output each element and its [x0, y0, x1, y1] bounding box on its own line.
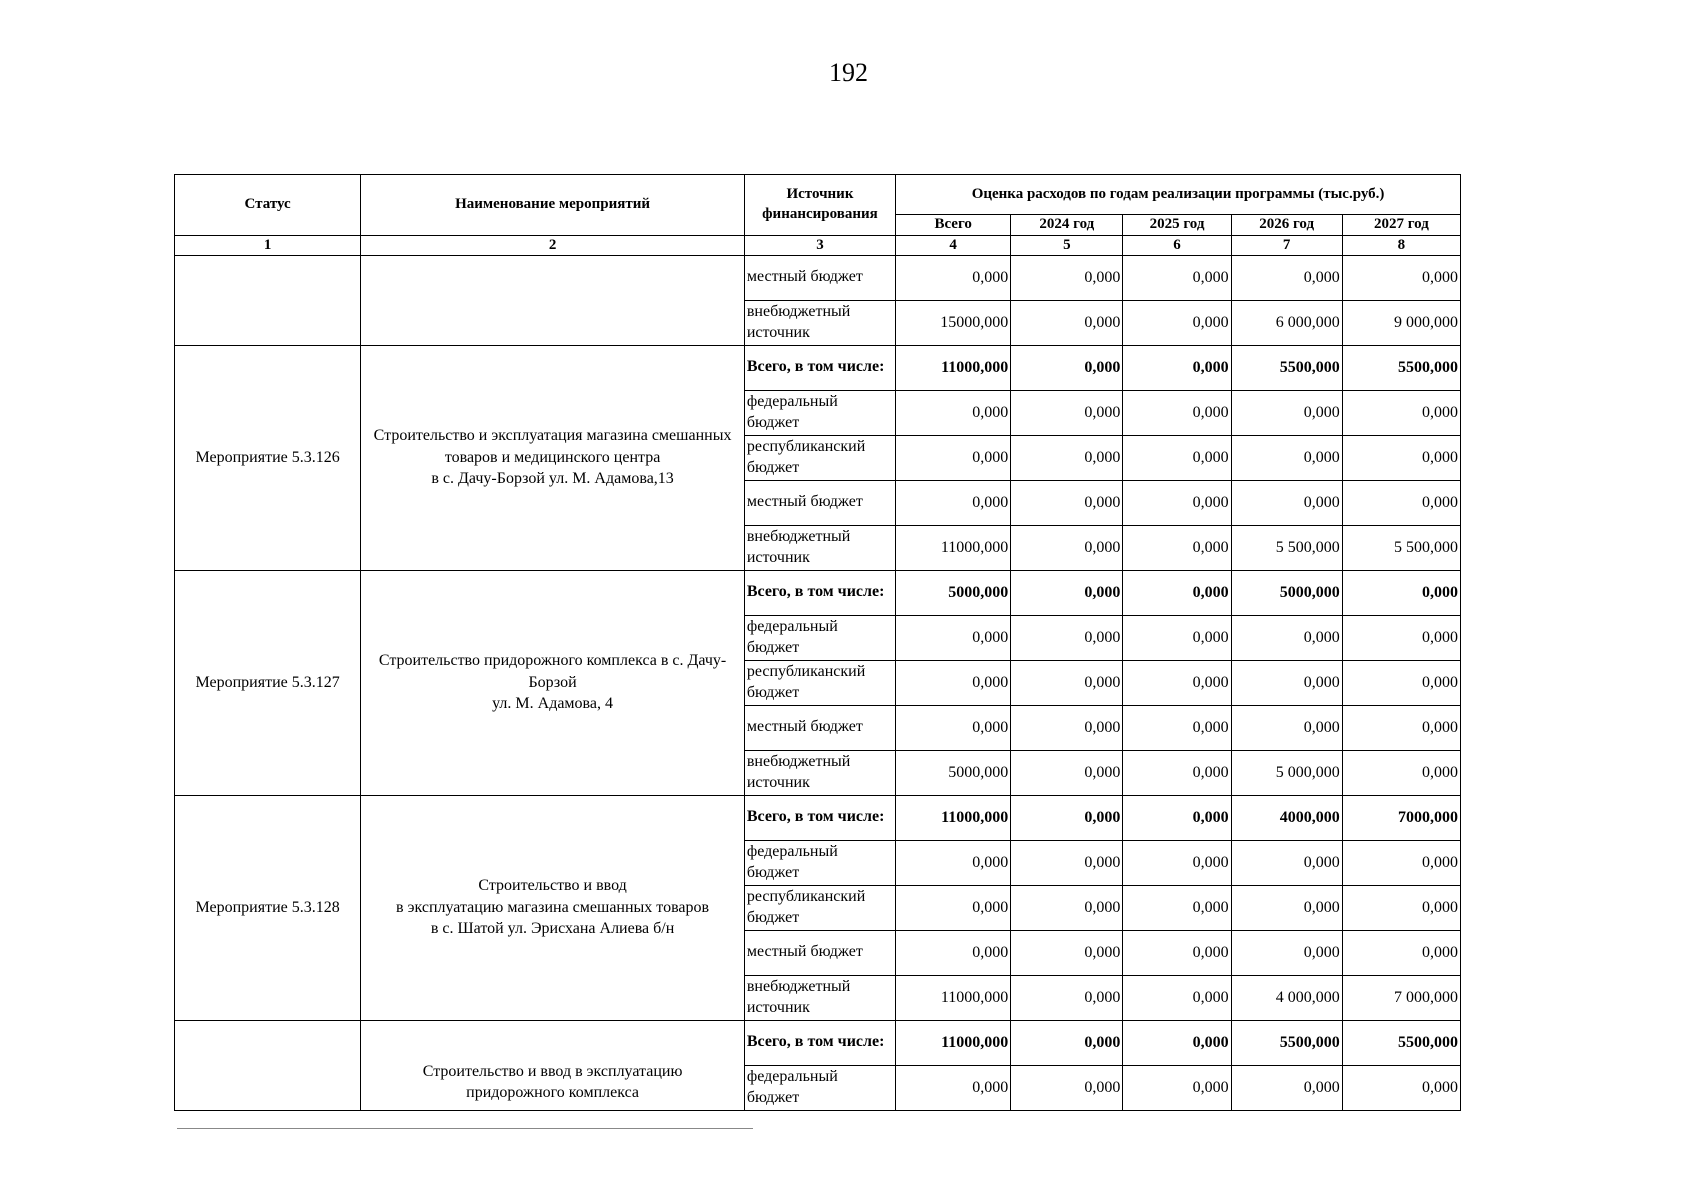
funding-source: внебюджетный источник: [744, 975, 895, 1020]
expense-value: 0,000: [1342, 750, 1460, 795]
budget-table-container: [174, 174, 1467, 1125]
expense-value: 7000,000: [1342, 795, 1460, 840]
measure-status: Мероприятие 5.3.127: [175, 570, 361, 795]
expense-value: 0,000: [896, 435, 1011, 480]
expense-value: 0,000: [1011, 525, 1123, 570]
expense-value: 0,000: [1231, 885, 1342, 930]
expense-value: 11000,000: [896, 1020, 1011, 1065]
expense-value: 0,000: [1342, 435, 1460, 480]
expense-value: 0,000: [1123, 615, 1231, 660]
expense-value: 0,000: [1123, 795, 1231, 840]
expense-value: 7 000,000: [1342, 975, 1460, 1020]
expense-value: 0,000: [896, 255, 1011, 300]
measure-name: [361, 570, 745, 795]
table-row: [175, 570, 1461, 615]
expense-value: 0,000: [1123, 705, 1231, 750]
page-bottom-rule: [177, 1128, 753, 1129]
expense-value: 0,000: [1011, 885, 1123, 930]
table-body: [175, 255, 1461, 1110]
expense-value: 15000,000: [896, 300, 1011, 345]
expense-value: 6 000,000: [1231, 300, 1342, 345]
measure-name: [361, 345, 745, 570]
expense-value: 0,000: [1011, 750, 1123, 795]
expense-value: 0,000: [1231, 705, 1342, 750]
page-number: 192: [829, 58, 868, 87]
expense-value: 0,000: [896, 930, 1011, 975]
header-estimate: Оценка расходов по годам реализации программы (тыс.руб.): [896, 175, 1461, 215]
expense-value: 0,000: [1342, 930, 1460, 975]
funding-source: федеральный бюджет: [744, 615, 895, 660]
expense-value: 0,000: [1011, 435, 1123, 480]
expense-value: 0,000: [1123, 840, 1231, 885]
expense-value: 5000,000: [1231, 570, 1342, 615]
expense-value: 0,000: [896, 615, 1011, 660]
funding-source: Всего, в том числе:: [744, 345, 895, 390]
measure-name-text: Строительство и эксплуатация магазина смешанных товаров и медицинского центра в с. Дачу-Борзой ул. М. Адамова,13: [373, 427, 732, 488]
funding-source: федеральный бюджет: [744, 390, 895, 435]
measure-status: [175, 255, 361, 345]
measure-status: Мероприятие 5.3.126: [175, 345, 361, 570]
expense-value: 5500,000: [1342, 1020, 1460, 1065]
header-year-total: Всего: [896, 215, 1011, 236]
expense-value: 0,000: [1123, 1065, 1231, 1110]
table-row: [175, 255, 1461, 300]
expense-value: 5 500,000: [1342, 525, 1460, 570]
expense-value: 0,000: [1231, 930, 1342, 975]
col-number: 2: [361, 235, 745, 255]
expense-value: 0,000: [1011, 615, 1123, 660]
col-number: 5: [1011, 235, 1123, 255]
expense-value: 0,000: [1123, 255, 1231, 300]
expense-value: 0,000: [1011, 930, 1123, 975]
expense-value: 0,000: [1123, 570, 1231, 615]
expense-value: 0,000: [1342, 570, 1460, 615]
header-source: Источник финансирования: [744, 175, 895, 236]
funding-source: местный бюджет: [744, 930, 895, 975]
expense-value: 0,000: [1123, 435, 1231, 480]
funding-source: внебюджетный источник: [744, 750, 895, 795]
expense-value: 0,000: [1231, 435, 1342, 480]
expense-value: 0,000: [1342, 615, 1460, 660]
expense-value: 0,000: [1231, 480, 1342, 525]
expense-value: 0,000: [896, 660, 1011, 705]
expense-value: 11000,000: [896, 345, 1011, 390]
funding-source: республиканский бюджет: [744, 435, 895, 480]
col-number: 6: [1123, 235, 1231, 255]
expense-value: 0,000: [1342, 705, 1460, 750]
expense-value: 0,000: [1123, 930, 1231, 975]
expense-value: 0,000: [1011, 840, 1123, 885]
measure-status: Мероприятие 5.3.128: [175, 795, 361, 1020]
funding-source: местный бюджет: [744, 480, 895, 525]
measure-status: [175, 1020, 361, 1110]
expense-value: 0,000: [1123, 525, 1231, 570]
funding-source: Всего, в том числе:: [744, 795, 895, 840]
measure-name: [361, 255, 745, 345]
table-row: [175, 1020, 1461, 1065]
header-status: Статус: [175, 175, 361, 236]
expense-value: 0,000: [1011, 570, 1123, 615]
funding-source: местный бюджет: [744, 705, 895, 750]
expense-value: 0,000: [896, 480, 1011, 525]
table-row: [175, 795, 1461, 840]
budget-table: [174, 174, 1461, 1111]
header-year-2026: 2026 год: [1231, 215, 1342, 236]
expense-value: 0,000: [1123, 300, 1231, 345]
expense-value: 5500,000: [1231, 1020, 1342, 1065]
expense-value: 4 000,000: [1231, 975, 1342, 1020]
expense-value: 0,000: [1011, 255, 1123, 300]
expense-value: 0,000: [1342, 255, 1460, 300]
header-name: Наименование мероприятий: [361, 175, 745, 236]
expense-value: 0,000: [1011, 705, 1123, 750]
measure-name-text: Строительство придорожного комплекса в с. Дачу-Борзой ул. М. Адамова, 4: [378, 652, 727, 713]
expense-value: 9 000,000: [1342, 300, 1460, 345]
expense-value: 0,000: [1123, 1020, 1231, 1065]
expense-value: 0,000: [1123, 480, 1231, 525]
expense-value: 0,000: [1342, 390, 1460, 435]
expense-value: 0,000: [896, 840, 1011, 885]
expense-value: 0,000: [1011, 345, 1123, 390]
expense-value: 0,000: [1123, 660, 1231, 705]
expense-value: 4000,000: [1231, 795, 1342, 840]
expense-value: 5000,000: [896, 750, 1011, 795]
expense-value: 0,000: [1011, 795, 1123, 840]
expense-value: 0,000: [1123, 750, 1231, 795]
measure-name-text: Строительство и ввод в эксплуатацию магазина смешанных товаров в с. Шатой ул. Эрисхана Алиева б/н: [396, 877, 710, 938]
expense-value: 5500,000: [1231, 345, 1342, 390]
expense-value: 0,000: [896, 390, 1011, 435]
expense-value: 0,000: [1011, 1065, 1123, 1110]
expense-value: 11000,000: [896, 975, 1011, 1020]
expense-value: 0,000: [1123, 885, 1231, 930]
header-year-2027: 2027 год: [1342, 215, 1460, 236]
measure-name: [361, 795, 745, 1020]
measure-name-text: Строительство и ввод в эксплуатацию придорожного комплекса: [422, 1062, 683, 1102]
col-number: 3: [744, 235, 895, 255]
funding-source: внебюджетный источник: [744, 300, 895, 345]
expense-value: 0,000: [896, 1065, 1011, 1110]
funding-source: республиканский бюджет: [744, 885, 895, 930]
expense-value: 0,000: [1011, 480, 1123, 525]
funding-source: федеральный бюджет: [744, 1065, 895, 1110]
expense-value: 0,000: [1342, 1065, 1460, 1110]
expense-value: 0,000: [896, 885, 1011, 930]
expense-value: 0,000: [1011, 390, 1123, 435]
expense-value: 0,000: [1123, 345, 1231, 390]
expense-value: 0,000: [1011, 660, 1123, 705]
expense-value: 5500,000: [1342, 345, 1460, 390]
funding-source: Всего, в том числе:: [744, 570, 895, 615]
expense-value: 0,000: [1231, 840, 1342, 885]
expense-value: 0,000: [1231, 660, 1342, 705]
expense-value: 5 000,000: [1231, 750, 1342, 795]
expense-value: 5 500,000: [1231, 525, 1342, 570]
expense-value: 0,000: [1123, 975, 1231, 1020]
funding-source: республиканский бюджет: [744, 660, 895, 705]
expense-value: 0,000: [1342, 840, 1460, 885]
expense-value: 0,000: [1123, 390, 1231, 435]
expense-value: 0,000: [1342, 480, 1460, 525]
funding-source: Всего, в том числе:: [744, 1020, 895, 1065]
expense-value: 0,000: [1011, 300, 1123, 345]
expense-value: 0,000: [1231, 615, 1342, 660]
expense-value: 0,000: [1011, 1020, 1123, 1065]
col-number: 8: [1342, 235, 1460, 255]
expense-value: 5000,000: [896, 570, 1011, 615]
measure-name: [361, 1020, 745, 1110]
header-year-2024: 2024 год: [1011, 215, 1123, 236]
expense-value: 0,000: [1342, 660, 1460, 705]
table-row: [175, 345, 1461, 390]
expense-value: 0,000: [1231, 390, 1342, 435]
expense-value: 11000,000: [896, 795, 1011, 840]
col-number: 7: [1231, 235, 1342, 255]
col-number: 1: [175, 235, 361, 255]
expense-value: 0,000: [1231, 255, 1342, 300]
funding-source: внебюджетный источник: [744, 525, 895, 570]
expense-value: 11000,000: [896, 525, 1011, 570]
expense-value: 0,000: [1231, 1065, 1342, 1110]
header-year-2025: 2025 год: [1123, 215, 1231, 236]
funding-source: федеральный бюджет: [744, 840, 895, 885]
expense-value: 0,000: [896, 705, 1011, 750]
funding-source: местный бюджет: [744, 255, 895, 300]
col-number: 4: [896, 235, 1011, 255]
expense-value: 0,000: [1342, 885, 1460, 930]
expense-value: 0,000: [1011, 975, 1123, 1020]
